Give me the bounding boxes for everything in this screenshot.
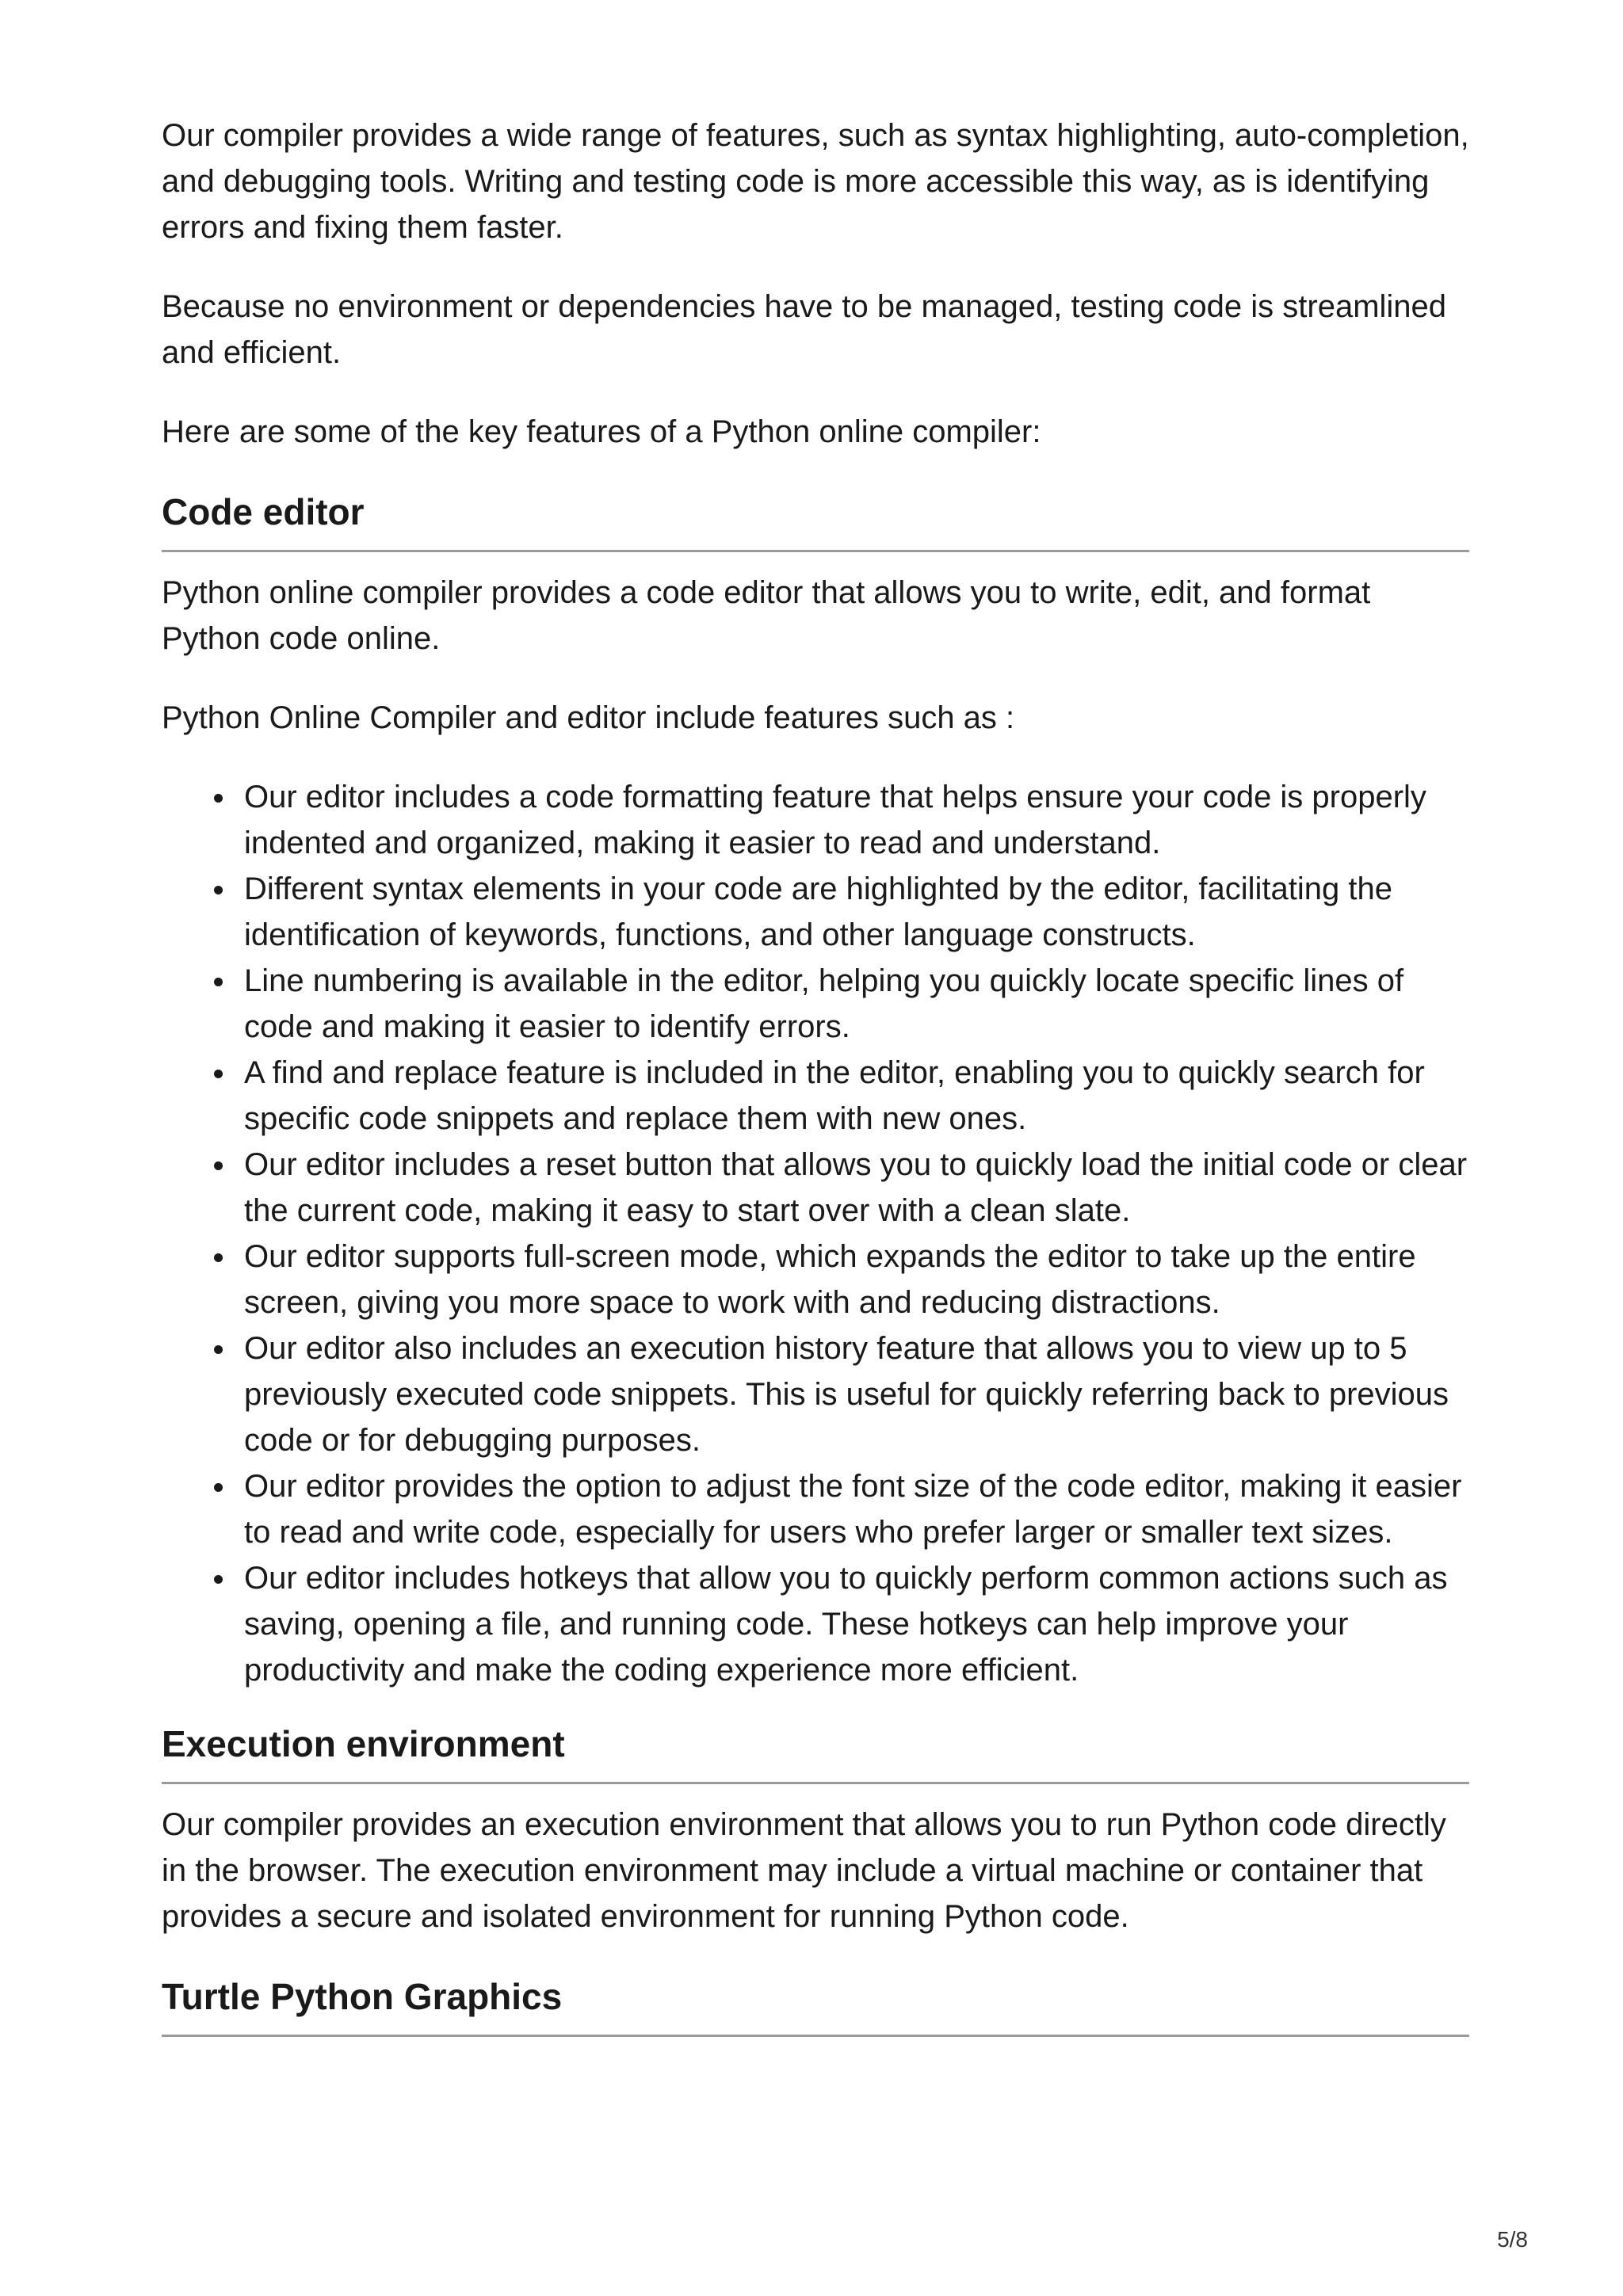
list-item: Our editor supports full-screen mode, which expands the editor to take up the entire screen, giving you more space to work with and reducing distractions.: [244, 1234, 1469, 1325]
intro-paragraph-features: Our compiler provides a wide range of features, such as syntax highlighting, auto-completion, and debugging tools. Writing and testing code is more accessible this way, as is identifying errors and fixing them faster.: [162, 118, 1469, 245]
code-editor-feature-list: [162, 774, 1469, 1693]
execution-environment-paragraph: Our compiler provides an execution environment that allows you to run Python code directly in the browser. The execution environment may include a virtual machine or container that provides a secure and isolated environment for running Python code.: [162, 1807, 1446, 1934]
list-item: Our editor includes a reset button that allows you to quickly load the initial code or clear the current code, making it easy to start over with a clean slate.: [244, 1142, 1469, 1234]
list-item: Our editor provides the option to adjust the font size of the code editor, making it easier to read and write code, especially for users who prefer larger or smaller text sizes.: [244, 1463, 1469, 1555]
heading-turtle-python-graphics: Turtle Python Graphics: [162, 1976, 563, 2017]
list-item: Different syntax elements in your code are highlighted by the editor, facilitating the identification of keywords, functions, and other language constructs.: [244, 866, 1469, 958]
list-item: Our editor includes a code formatting feature that helps ensure your code is properly indented and organized, making it easier to read and understand.: [244, 774, 1469, 866]
code-editor-paragraph: Python online compiler provides a code editor that allows you to write, edit, and format Python code online.: [162, 575, 1371, 656]
code-editor-features-intro: Python Online Compiler and editor include features such as :: [162, 700, 1015, 735]
intro-paragraph-environment: Because no environment or dependencies have to be managed, testing code is streamlined and efficient.: [162, 289, 1447, 370]
heading-divider: [162, 550, 1469, 552]
heading-divider: [162, 2035, 1469, 2037]
list-item: Our editor also includes an execution history feature that allows you to view up to 5 previously executed code snippets. This is useful for quickly referring back to previous code or for debugging purposes.: [244, 1325, 1469, 1463]
heading-execution-environment: Execution environment: [162, 1723, 565, 1764]
page-number: 5/8: [1497, 2227, 1528, 2252]
intro-paragraph-key-features: Here are some of the key features of a Python online compiler:: [162, 414, 1041, 449]
list-item: A find and replace feature is included in the editor, enabling you to quickly search for specific code snippets and replace them with new ones.: [244, 1050, 1469, 1142]
document-page: [162, 113, 1469, 2054]
list-item: Line numbering is available in the editor, helping you quickly locate specific lines of code and making it easier to identify errors.: [244, 958, 1469, 1050]
heading-divider: [162, 1782, 1469, 1784]
heading-code-editor: Code editor: [162, 491, 365, 532]
list-item: Our editor includes hotkeys that allow you to quickly perform common actions such as saving, opening a file, and running code. These hotkeys can help improve your productivity and make the coding experience more efficient.: [244, 1555, 1469, 1693]
